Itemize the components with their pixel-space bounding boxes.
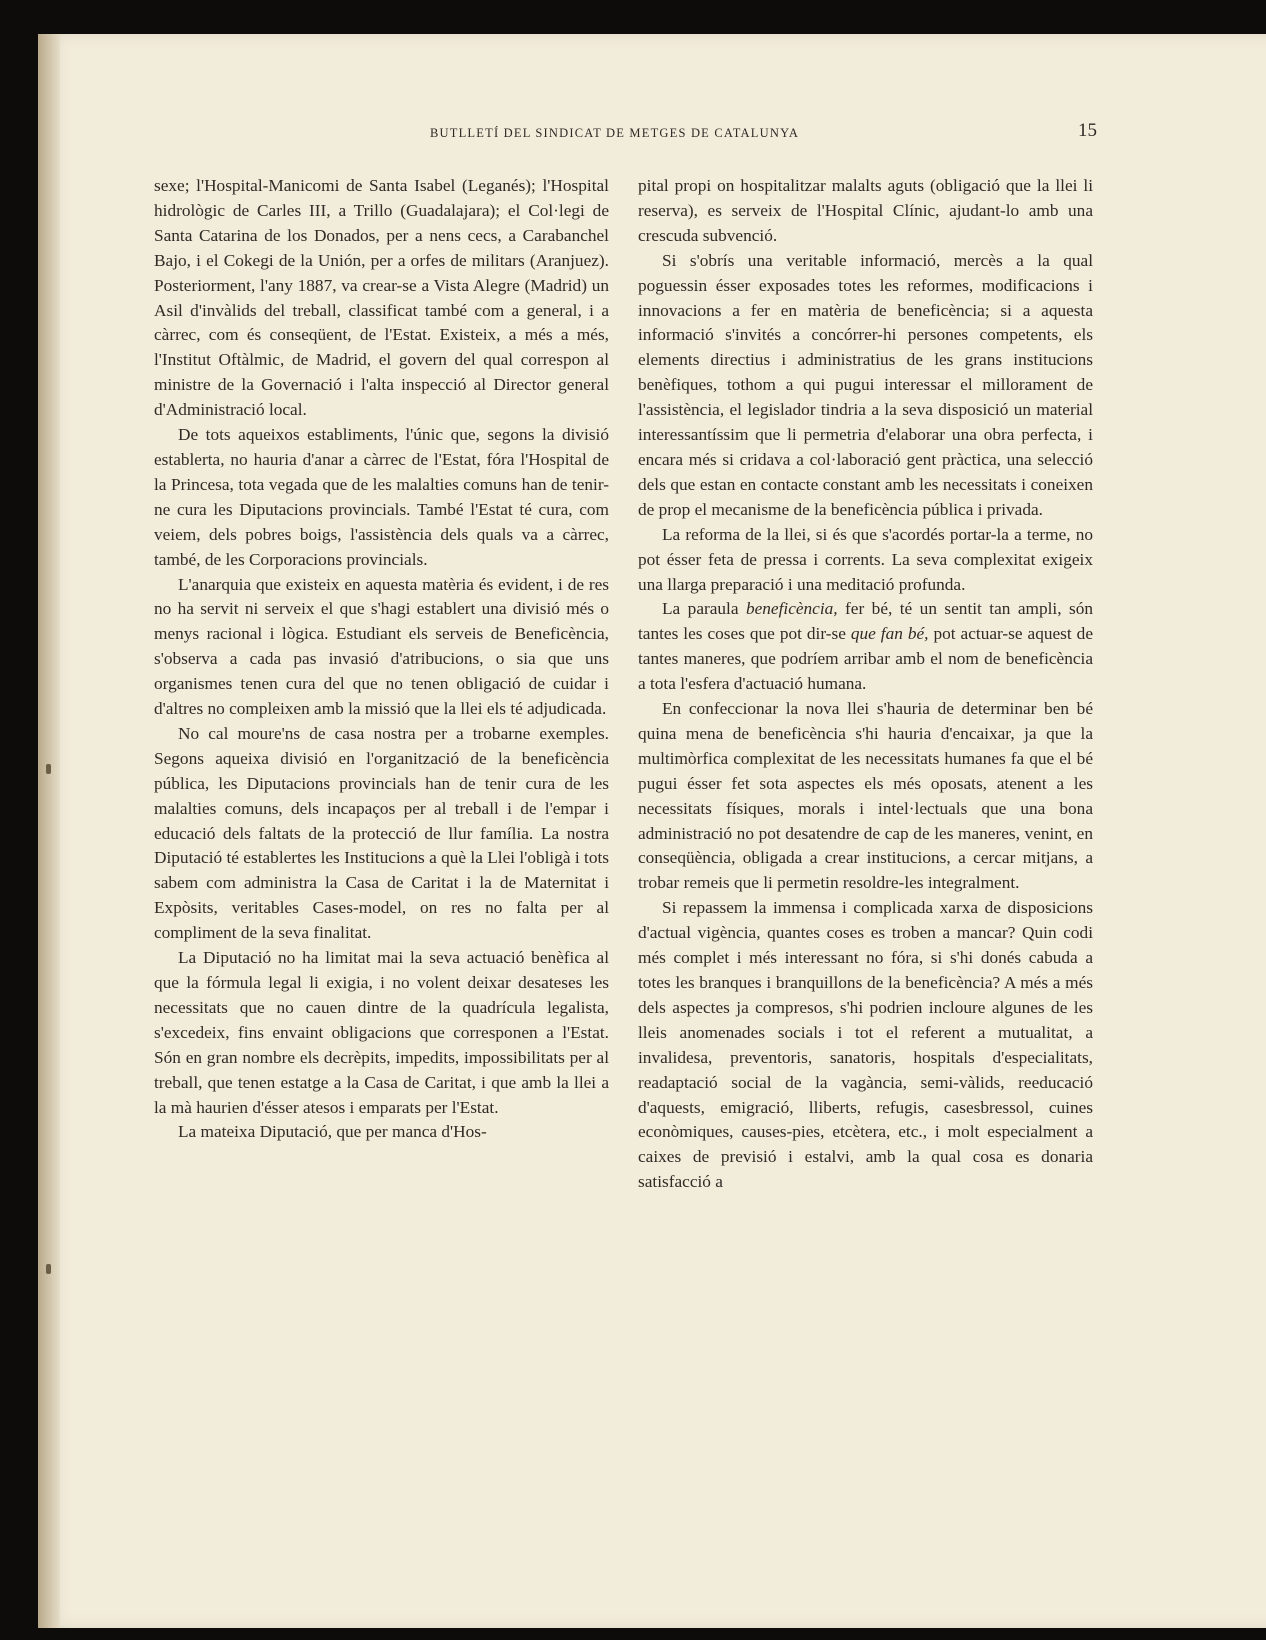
left-text-column [154, 174, 609, 1145]
italic-term: beneficència, [745, 599, 838, 619]
paragraph-text: fer bé, té un sentit tan ampli, són tantes les coses que pot dir-se [638, 599, 1093, 644]
page-spine-shadow [38, 34, 60, 1628]
binding-mark [46, 1264, 51, 1274]
italic-term: que fan bé, [850, 624, 929, 644]
paragraph: De tots aqueixos establiments, l'únic que, segons la divisió establerta, no hauria d'anar a càrrec de l'Estat, fóra l'Hospital de la Princesa, tota vegada que de les malalties comuns han de tenir-ne cura les Diputacions provincials. També l'Estat té cura, com veiem, dels pobres boigs, l'assistència dels quals va a càrrec, també, de les Corporacions provincials. [154, 425, 609, 569]
paragraph: pital propi on hospitalitzar malalts aguts (obligació que la llei li reserva), es serveix de l'Hospital Clínic, ajudant-lo amb una crescuda subvenció. [638, 176, 1093, 245]
paragraph-text: pot actuar-se aquest de tantes maneres, que podríem arribar amb el nom de beneficència a tota l'esfera d'actuació humana. [638, 624, 1093, 694]
page-number: 15 [1078, 120, 1097, 141]
paragraph: sexe; l'Hospital-Manicomi de Santa Isabel (Leganés); l'Hospital hidrològic de Carles III, a Trillo (Guadalajara); el Col·legi de Santa Catarina de los Donados, per a nens cecs, a Carabanchel Bajo, i el Cokegi de la Unión, per a orfes de militars (Aranjuez). Posteriorment, l'any 1887, va crear-se a Vista Alegre (Madrid) un Asil d'invàlids del treball, classificat també com a general, i a càrrec, com és conseqüent, de l'Estat. Existeix, a més a més, l'Institut Oftàlmic, de Madrid, el govern del qual correspon al ministre de la Governació i l'alta inspecció al Director general d'Administració local. [154, 176, 609, 420]
paragraph: En confeccionar la nova llei s'hauria de determinar ben bé quina mena de beneficència s'hi hauria d'encaixar, ja que la multimòrfica complexitat de les necessitats humanes fa que el bé pugui ésser fet sota aspectes els més oposats, atenent a les necessitats físiques, morals i intel·lectuals que una bona administració no pot desatendre de cap de les maneres, venint, en conseqüència, obligada a crear institucions, a cercar mitjans, a trobar remeis que li permetin resoldre-les integralment. [638, 699, 1093, 893]
paragraph [638, 597, 1093, 697]
paragraph: La Diputació no ha limitat mai la seva actuació benèfica al que la fórmula legal li exigia, i no volent deixar desateses les necessitats que no cauen dintre de la quadrícula legalista, s'excedeix, fins envaint obligacions que corresponen a l'Estat. Són en gran nombre els decrèpits, impedits, impossibilitats per al treball, que tenen estatge a la Casa de Caritat, i que amb la llei a la mà haurien d'ésser atesos i emparats per l'Estat. [154, 948, 609, 1117]
paragraph: Si s'obrís una veritable informació, mercès a la qual poguessin ésser exposades totes les reformes, modificacions i innovacions a fer en matèria de beneficència; si a aquesta informació s'invités a concórrer-hi persones competents, els elements directius i administratius de les grans institucions benèfiques, tothom a qui pugui interessar el millorament de l'assistència, el legislador tindria a la seva disposició un material interessantíssim que li permetria d'elaborar una obra perfecta, i encara més si cridava a col·laboració gent pràctica, una selecció dels que estan en contacte constant amb les necessitats i coneixen de prop el mecanisme de la beneficència pública i privada. [638, 250, 1093, 519]
paragraph: L'anarquia que existeix en aquesta matèria és evident, i de res no ha servit ni serveix el que s'hagi establert una divisió més o menys racional i lògica. Estudiant els serveis de Beneficència, s'observa a cada pas invasió d'atribucions, o sia que uns organismes tenen cura del que no tenen obligació de cuidar i d'altres no compleixen amb la missió que la llei els té adjudicada. [154, 574, 609, 719]
binding-mark [46, 764, 51, 774]
book-page [38, 34, 1266, 1628]
right-text-column [638, 174, 1093, 1195]
paragraph-text: La paraula [662, 599, 746, 619]
paragraph: No cal moure'ns de casa nostra per a trobarne exemples. Segons aqueixa divisió en l'organització de la beneficència pública, les Diputacions provincials han de tenir cura de les malalties comuns, dels incapaços per al treball i de l'empar i educació dels faltats de la protecció de llur família. La nostra Diputació té establertes les Institucions a què la Llei l'obligà i tots sabem com administra la Casa de Caritat i la de Maternitat i Expòsits, veritables Cases-model, on res no falta per al compliment de la seva finalitat. [154, 723, 609, 943]
paragraph: Si repassem la immensa i complicada xarxa de disposicions d'actual vigència, quantes coses es troben a mancar? Quin codi més complet i més interessant no fóra, si s'hi donés cabuda a totes les branques i branquillons de la beneficència? A més a més dels aspectes ja compresos, s'hi podrien incloure algunes de les lleis anomenades socials i tot el referent a mutualitat, a invalidesa, preventoris, sanatoris, hospitals d'especialitats, readaptació social de la vagància, semi-vàlids, reeducació d'aquests, emigració, lliberts, refugis, casesbressol, cuines econòmiques, causes-pies, etcètera, etc., i molt especialment a caixes de previsió i estalvi, amb la qual cosa es donaria satisfacció a [638, 898, 1093, 1192]
paragraph: La mateixa Diputació, que per manca d'Hos- [178, 1122, 487, 1142]
paragraph: La reforma de la llei, si és que s'acordés portar-la a terme, no pot ésser feta de pressa i corrents. La seva complexitat exigeix una llarga preparació i una meditació profunda. [638, 524, 1093, 594]
running-header: BUTLLETÍ DEL SINDICAT DE METGES DE CATALUNYA [430, 126, 800, 140]
